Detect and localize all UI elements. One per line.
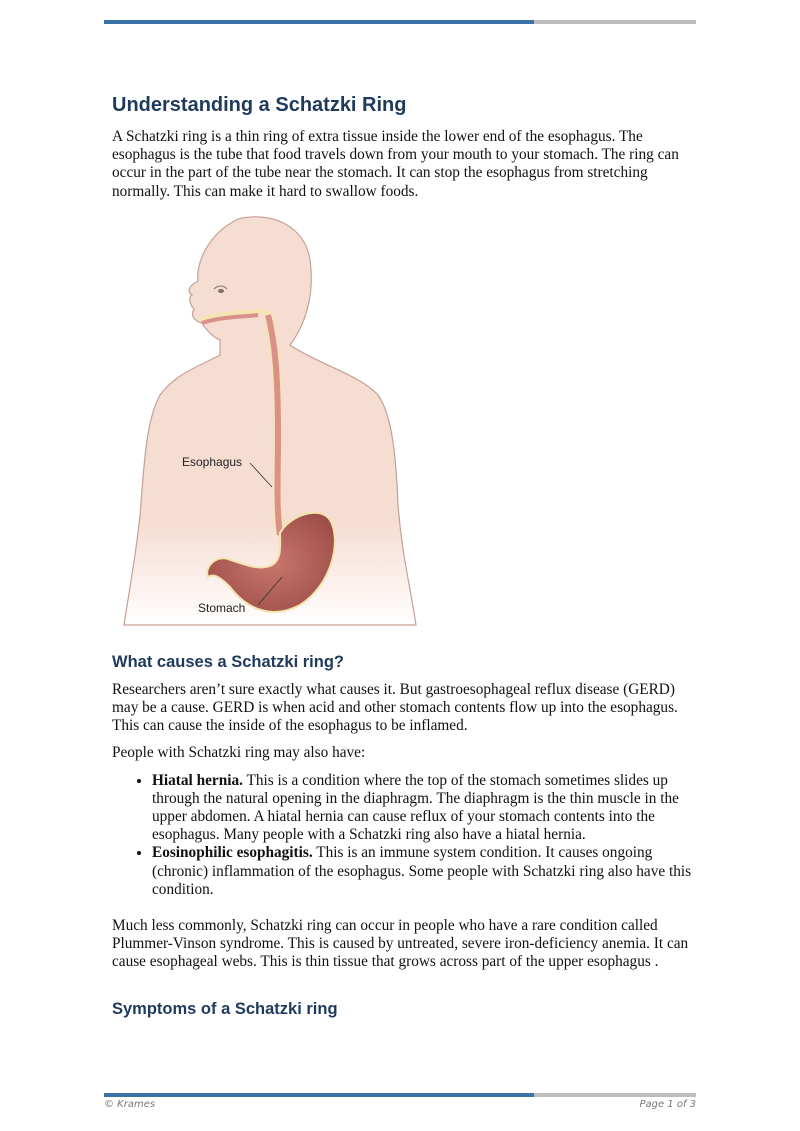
causes-paragraph-1: Researchers aren’t sure exactly what causes it. But gastroesophageal reflux disease (GERD) may be a cause. GERD is when acid and other stomach contents flow up into the esophagus. This can cause the inside of the esophagus to be inflamed. bbox=[112, 680, 678, 735]
associated-conditions-list bbox=[112, 772, 692, 899]
symptoms-heading: Symptoms of a Schatzki ring bbox=[112, 999, 338, 1018]
causes-heading: What causes a Schatzki ring? bbox=[112, 652, 344, 671]
list-item-term: Eosinophilic esophagitis. bbox=[152, 844, 313, 862]
document-content bbox=[112, 92, 692, 1028]
list-item-text: This is a condition where the top of the stomach sometimes slides up through the natural opening in the diaphragm. The diaphragm is the thin muscle in the upper abdomen. A hiatal hernia can cause reflux of your stomach contents into the esophagus. Many people with a Schatzki ring also have a hiatal hernia. bbox=[152, 771, 679, 844]
intro-paragraph: A Schatzki ring is a thin ring of extra tissue inside the lower end of the esophagus. The esophagus is the tube that food travels down from your mouth to your stomach. The ring can occur in the part of the tube near the stomach. It can stop the esophagus from stretching normally. This can make it hard to swallow foods. bbox=[112, 128, 679, 200]
causes-paragraph-3: Much less commonly, Schatzki ring can occur in people who have a rare condition called Plummer-Vinson syndrome. This is caused by untreated, severe iron-deficiency anemia. It can cause esophageal webs. This is thin tissue that grows across part of the upper esophagus . bbox=[112, 917, 689, 971]
list-item-term: Hiatal hernia. bbox=[152, 771, 243, 789]
esophagus-label: Esophagus bbox=[182, 454, 243, 469]
footer-progress-fill bbox=[104, 1093, 534, 1097]
list-item-eosinophilic-esophagitis bbox=[152, 844, 692, 899]
stomach-label: Stomach bbox=[198, 600, 246, 615]
digestive-tract-illustration bbox=[120, 215, 420, 633]
header-progress-fill bbox=[104, 20, 534, 24]
copyright-text: © Krames bbox=[104, 1099, 156, 1110]
header-progress-bar bbox=[104, 20, 696, 24]
anatomy-svg bbox=[120, 215, 420, 633]
causes-paragraph-2: People with Schatzki ring may also have: bbox=[112, 744, 366, 762]
page-number: Page 1 of 3 bbox=[639, 1099, 696, 1110]
list-item-text: This is an immune system condition. It causes ongoing (chronic) inflammation of the esophagus. Some people with Schatzki ring also have this condition. bbox=[152, 844, 692, 898]
list-item-hiatal-hernia bbox=[152, 772, 692, 845]
footer-progress-bar bbox=[104, 1093, 696, 1097]
page-title: Understanding a Schatzki Ring bbox=[112, 94, 407, 116]
